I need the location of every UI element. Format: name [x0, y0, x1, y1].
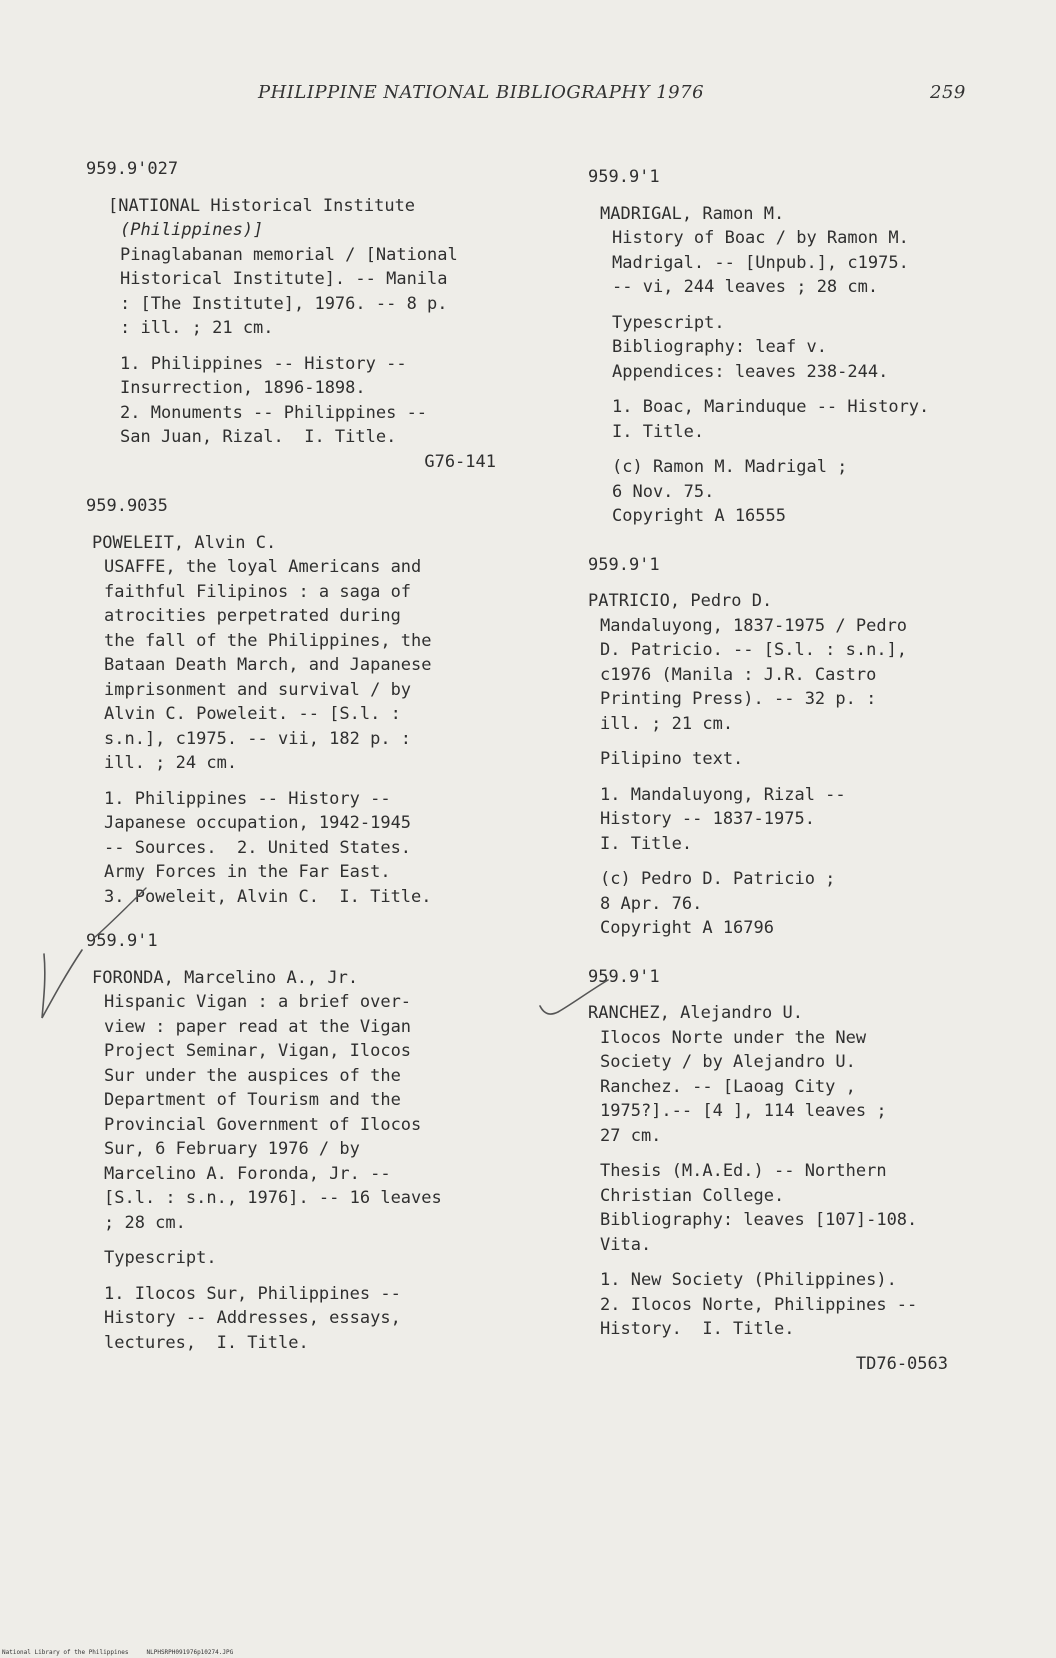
subject-line: History -- Addresses, essays, — [104, 1308, 401, 1328]
running-title: PHILIPPINE NATIONAL BIBLIOGRAPHY 1976 — [258, 82, 705, 103]
copyright-line: Copyright A 16555 — [612, 506, 786, 526]
subject-line: Army Forces in the Far East. — [104, 862, 391, 882]
entry-line: Historical Institute]. -- Manila — [120, 269, 448, 289]
left-column — [86, 157, 526, 1373]
scan-footer: National Library of the Philippines NLPHSRPH091976p10274.JPG — [2, 1649, 234, 1656]
bibliography-entry — [86, 929, 526, 1355]
control-number: TD76-0563 — [855, 1353, 948, 1374]
subject-line: 1. Boac, Marinduque -- History. — [612, 397, 930, 417]
entry-body — [86, 531, 526, 910]
entry-line: Ranchez. -- [Laoag City , — [600, 1076, 856, 1097]
entry-line: USAFFE, the loyal Americans and — [104, 557, 422, 577]
entry-line: view : paper read at the Vigan — [104, 1016, 412, 1037]
entry-line: Alvin C. Poweleit. -- [S.l. : — [104, 704, 401, 724]
entry-line: FORONDA, Marcelino A., Jr. — [92, 967, 359, 988]
entry-line: Pinaglabanan memorial / [National — [120, 244, 458, 265]
subject-line: -- Sources. 2. United States. — [104, 837, 412, 858]
entry-line: Hispanic Vigan : a brief over- — [104, 992, 412, 1012]
note-line: Bibliography: leaves [107]-108. — [600, 1210, 918, 1230]
note-line: Bibliography: leaf v. — [612, 337, 827, 357]
subject-line: 1. Ilocos Sur, Philippines -- — [104, 1283, 401, 1304]
entry-body — [86, 966, 526, 1356]
note-line: Thesis (M.A.Ed.) -- Northern — [600, 1161, 887, 1181]
copyright-line: (c) Pedro D. Patricio ; — [600, 869, 836, 889]
subject-line: 1. Mandaluyong, Rizal -- — [600, 784, 846, 805]
copyright-line: (c) Ramon M. Madrigal ; — [612, 457, 848, 477]
entry-line: atrocities perpetrated during — [104, 606, 401, 626]
entry-line: ill. ; 21 cm. — [600, 713, 734, 734]
entry-line: Mandaluyong, 1837-1975 / Pedro — [600, 615, 908, 636]
copyright-line: 6 Nov. 75. — [612, 481, 715, 502]
entry-line: Ilocos Norte under the New — [600, 1027, 867, 1048]
class-number: 959.9'027 — [86, 159, 179, 179]
subject-line: Japanese occupation, 1942-1945 — [104, 813, 412, 833]
entry-body — [588, 589, 1008, 941]
subject-line: History. I. Title. — [600, 1319, 795, 1339]
page-header — [258, 82, 966, 103]
entry-line: -- vi, 244 leaves ; 28 cm. — [612, 277, 879, 297]
subject-line: I. Title. — [612, 421, 705, 442]
entry-line: Sur under the auspices of the — [104, 1065, 401, 1086]
entry-line: Madrigal. -- [Unpub.], c1975. — [612, 252, 909, 273]
entry-line: POWELEIT, Alvin C. — [92, 532, 277, 553]
entry-line: Project Seminar, Vigan, Ilocos — [104, 1041, 412, 1061]
entry-line: ; 28 cm. — [104, 1212, 186, 1233]
control-number: G76-141 — [424, 451, 496, 472]
right-column — [588, 165, 1008, 1394]
entry-line: Sur, 6 February 1976 / by — [104, 1139, 360, 1159]
bibliography-entry — [588, 165, 1008, 529]
entry-line: : [The Institute], 1976. -- 8 p. — [120, 293, 448, 314]
entry-body — [588, 1001, 1008, 1376]
entry-line: History of Boac / by Ramon M. — [612, 228, 909, 248]
entry-line: Provincial Government of Ilocos — [104, 1114, 422, 1135]
entry-line: Printing Press). -- 32 p. : — [600, 689, 877, 709]
subject-line: 1. Philippines -- History -- — [120, 353, 407, 374]
note-line: Christian College. — [600, 1185, 785, 1206]
entry-line: Department of Tourism and the — [104, 1090, 401, 1110]
entry-line: 1975?].-- [4 ], 114 leaves ; — [600, 1101, 887, 1121]
subject-line: I. Title. — [600, 833, 693, 854]
subject-line: Insurrection, 1896-1898. — [120, 378, 366, 398]
class-number: 959.9'1 — [588, 167, 660, 187]
subject-line: lectures, I. Title. — [104, 1332, 309, 1353]
subject-line: 2. Ilocos Norte, Philippines -- — [600, 1294, 918, 1315]
note-line: Typescript. — [612, 312, 725, 333]
subject-line: History -- 1837-1975. — [600, 809, 815, 829]
bibliography-entry — [588, 965, 1008, 1377]
entry-line: imprisonment and survival / by — [104, 679, 412, 700]
entry-line: the fall of the Philippines, the — [104, 630, 432, 651]
note-line: Appendices: leaves 238-244. — [612, 361, 889, 382]
entry-line: 27 cm. — [600, 1125, 662, 1146]
handwritten-check-mark-left — [36, 946, 86, 1026]
entry-line: [S.l. : s.n., 1976]. -- 16 leaves — [104, 1188, 442, 1208]
entry-line: s.n.], c1975. -- vii, 182 p. : — [104, 728, 412, 749]
note-line: Vita. — [600, 1234, 652, 1255]
entry-line: Society / by Alejandro U. — [600, 1052, 856, 1072]
copyright-line: Copyright A 16796 — [600, 918, 774, 938]
class-number: 959.9'1 — [588, 966, 660, 987]
entry-line: ill. ; 24 cm. — [104, 753, 238, 773]
copyright-line: 8 Apr. 76. — [600, 893, 703, 914]
note-line: Typescript. — [104, 1248, 217, 1268]
subject-line: 2. Monuments -- Philippines -- — [120, 402, 428, 423]
class-number: 959.9'1 — [588, 554, 660, 575]
entry-line: : ill. ; 21 cm. — [120, 318, 274, 338]
subject-line: 1. Philippines -- History -- — [104, 788, 391, 809]
bibliography-entry — [86, 494, 526, 909]
entry-line: MADRIGAL, Ramon M. — [600, 203, 785, 224]
entry-line: Marcelino A. Foronda, Jr. -- — [104, 1163, 391, 1184]
entry-line: Bataan Death March, and Japanese — [104, 655, 432, 675]
class-number: 959.9'1 — [86, 931, 158, 951]
entry-line: [NATIONAL Historical Institute — [108, 195, 416, 216]
bibliography-entry — [588, 553, 1008, 941]
page-number: 259 — [930, 82, 966, 103]
entry-line: D. Patricio. -- [S.l. : s.n.], — [600, 640, 908, 660]
entry-line: RANCHEZ, Alejandro U. — [588, 1003, 803, 1023]
entry-body — [86, 194, 526, 475]
entry-line: PATRICIO, Pedro D. — [588, 591, 773, 611]
entry-body — [588, 202, 1008, 529]
bibliography-entry — [86, 157, 526, 474]
subject-line: 1. New Society (Philippines). — [600, 1270, 897, 1290]
note-line: Pilipino text. — [600, 749, 744, 769]
entry-line: c1976 (Manila : J.R. Castro — [600, 664, 877, 685]
class-number: 959.9035 — [86, 496, 168, 516]
subject-line: San Juan, Rizal. I. Title. — [120, 427, 397, 447]
subject-line: 3. Poweleit, Alvin C. I. Title. — [104, 886, 432, 907]
entry-line: faithful Filipinos : a saga of — [104, 581, 412, 602]
entry-line: (Philippines)] — [120, 220, 264, 240]
